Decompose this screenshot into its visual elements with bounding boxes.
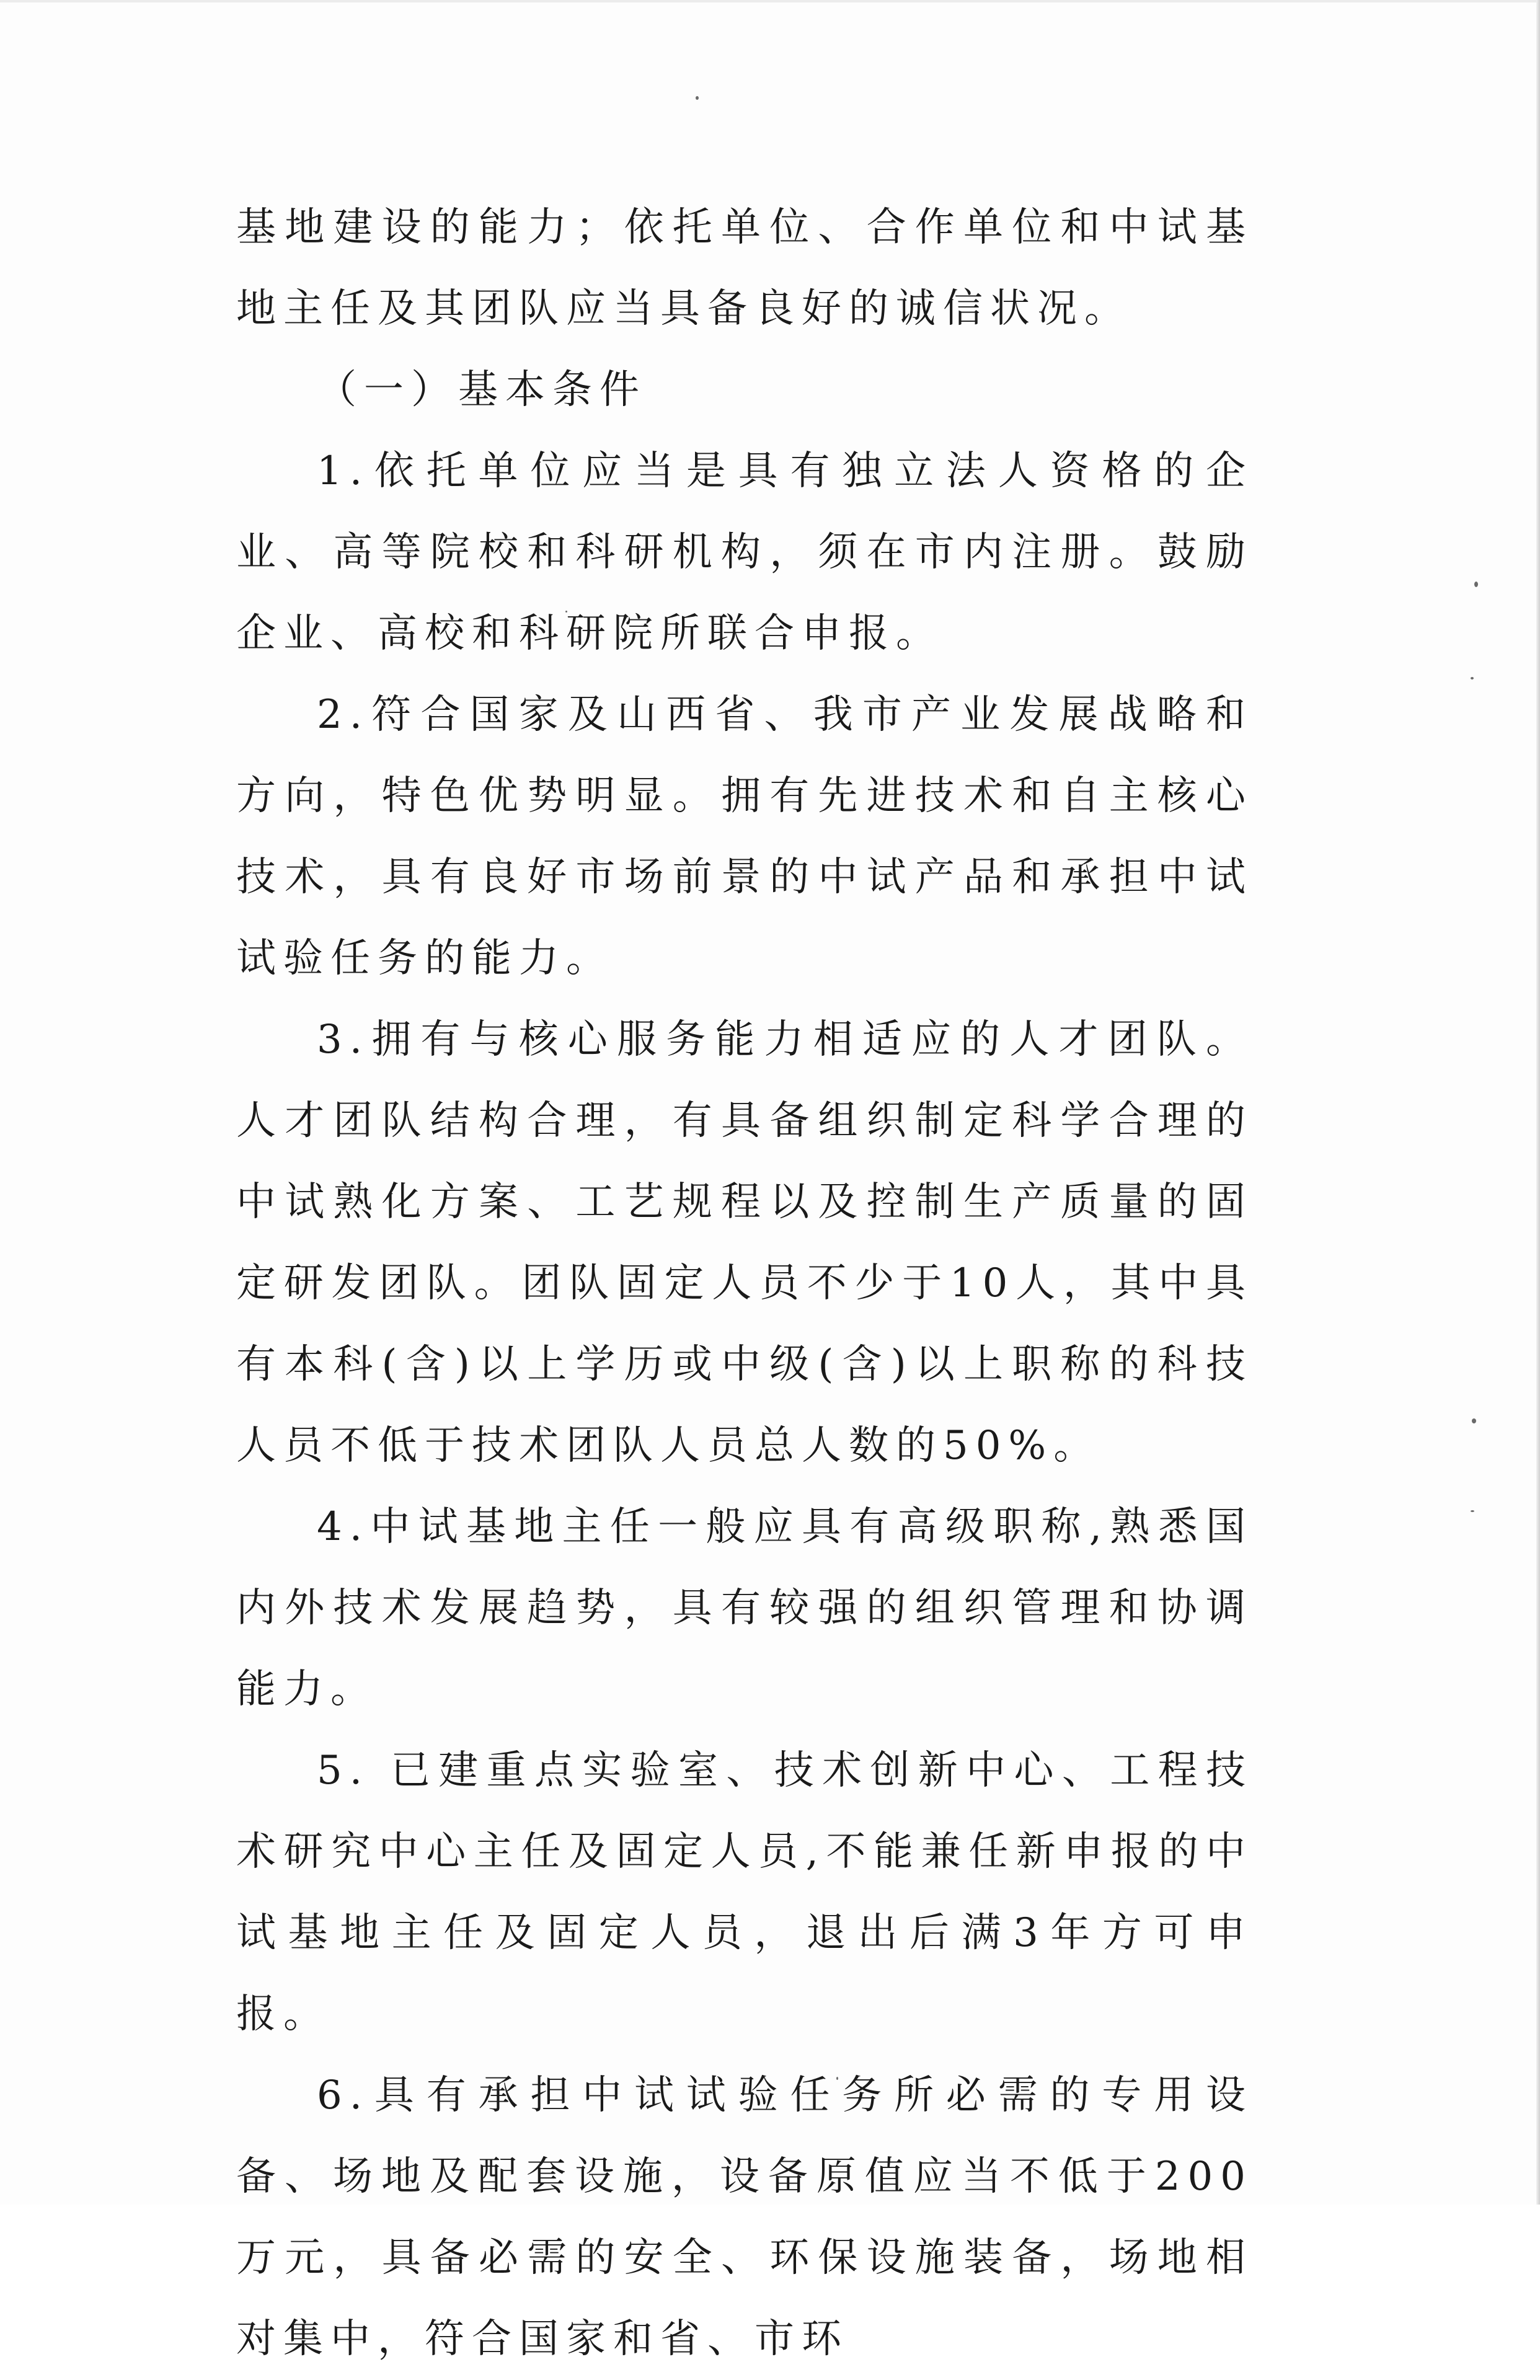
scan-speck: [1472, 1418, 1476, 1423]
scan-speck: [1471, 1510, 1474, 1512]
paragraph-continuation: 基地建设的能力；依托单位、合作单位和中试基地主任及其团队应当具备良好的诚信状况。: [236, 205, 1253, 332]
paragraph-item-3: 3.拥有与核心服务能力相适应的人才团队。人才团队结构合理，有具备组织制定科学合理的中试熟化方案、工艺规程以及控制生产质量的固定研发团队。团队固定人员不少于10人，其中具有本科(含)以上学历或中级(含)以上职称的科技人员不低于技术团队人员总人数的50%。: [236, 1017, 1253, 1469]
scan-edge-right: [1536, 0, 1540, 2205]
paragraph-item-6: 6.具有承担中试试验任务所必需的专用设备、场地及配套设施，设备原值应当不低于200万元，具备必需的安全、环保设施装备，场地相对集中，符合国家和省、市环: [236, 2073, 1253, 2362]
scan-speck: [696, 96, 699, 100]
paragraph-item-5: 5. 已建重点实验室、技术创新中心、工程技术研究中心主任及固定人员,不能兼任新申报的中试基地主任及固定人员，退出后满3年方可申报。: [236, 1748, 1253, 2037]
paragraph-item-2: 2.符合国家及山西省、我市产业发展战略和方向，特色优势明显。拥有先进技术和自主核心技术，具有良好市场前景的中试产品和承担中试试验任务的能力。: [236, 692, 1253, 981]
paragraph-item-1: 1.依托单位应当是具有独立法人资格的企业、高等院校和科研机构，须在市内注册。鼓励企业、高校和科研院所联合申报。: [236, 448, 1253, 657]
scan-speck: [1474, 582, 1478, 587]
scan-edge-top: [0, 0, 1540, 2]
section-heading-basic-conditions: （一）基本条件: [317, 367, 647, 413]
scan-speck: [1471, 677, 1474, 679]
document-body: [236, 187, 1253, 2380]
paragraph-item-4: 4.中试基地主任一般应具有高级职称,熟悉国内外技术发展趋势，具有较强的组织管理和协调能力。: [236, 1504, 1253, 1712]
